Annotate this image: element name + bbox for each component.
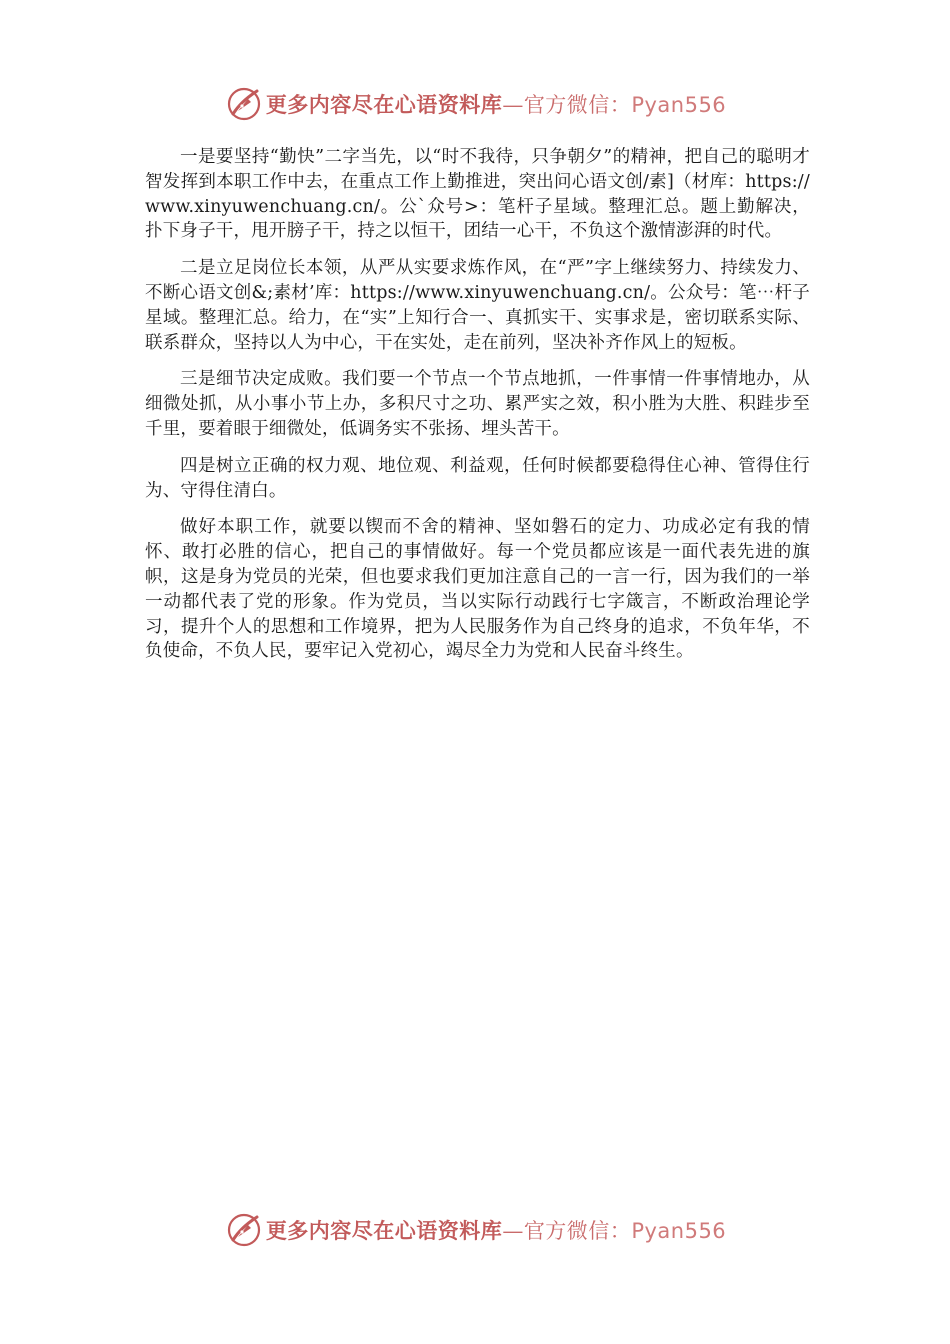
paragraph-1: 一是要坚持“勤快”二字当先，以“时不我待，只争朝夕”的精神，把自己的聪明才智发挥到本职工作中去，在重点工作上勤推进，突出问心语文创/素]（材库：https://www.xinyuwenchuang.cn/。公`众号>：笔杆子星域。整理汇总。题上勤解决，扑下身子干，甩开膀子干，持之以恒干，团结一心干，不负这个激情澎湃的时代。 — [145, 147, 810, 242]
paragraph-4: 四是树立正确的权力观、地位观、利益观，任何时候都要稳得住心神、管得住行为、守得住清白。 — [145, 455, 810, 501]
footer-banner-rest: —官方微信： — [502, 1219, 632, 1243]
paragraph-3: 三是细节决定成败。我们要一个节点一个节点地抓，一件事情一件事情地办，从细微处抓，从小事小节上办，多积尺寸之功、累严实之效，积小胜为大胜、积跬步至千里，要着眼于细微处，低调务实不张扬、埋头苦干。 — [145, 369, 810, 439]
footer-banner-text — [266, 1215, 726, 1245]
header-banner-text — [266, 89, 726, 119]
header-banner-rest: —官方微信： — [502, 93, 632, 117]
footer-banner — [0, 1208, 950, 1252]
document-body — [145, 145, 810, 676]
header-banner-handle: Pyan556 — [631, 93, 727, 117]
footer-banner-handle: Pyan556 — [631, 1219, 727, 1243]
pen-nib-logo-icon — [224, 84, 264, 124]
header-banner-brand: 更多内容尽在心语资料库 — [265, 92, 503, 117]
footer-banner-brand: 更多内容尽在心语资料库 — [265, 1218, 503, 1243]
pen-nib-logo-icon — [224, 1210, 264, 1250]
paragraph-5: 做好本职工作，就要以锲而不舍的精神、坚如磐石的定力、功成必定有我的情怀、敢打必胜的信心，把自己的事情做好。每一个党员都应该是一面代表先进的旗帜，这是身为党员的光荣，但也要求我们更加注意自己的一言一行，因为我们的一举一动都代表了党的形象。作为党员，当以实际行动践行七字箴言，不断政治理论学习，提升个人的思想和工作境界，把为人民服务作为自己终身的追求，不负年华，不负使命，不负人民，要牢记入党初心，竭尽全力为党和人民奋斗终生。 — [145, 517, 810, 662]
header-banner — [0, 82, 950, 126]
paragraph-2: 二是立足岗位长本领，从严从实要求炼作风，在“严”字上继续努力、持续发力、不断心语文创&;素材’库：https://www.xinyuwenchuang.cn/。公众号：笔⋯杆子星域。整理汇总。给力，在“实”上知行合一、真抓实干、实事求是，密切联系实际、联系群众，坚持以人为中心，干在实处，走在前列，坚决补齐作风上的短板。 — [145, 258, 810, 353]
